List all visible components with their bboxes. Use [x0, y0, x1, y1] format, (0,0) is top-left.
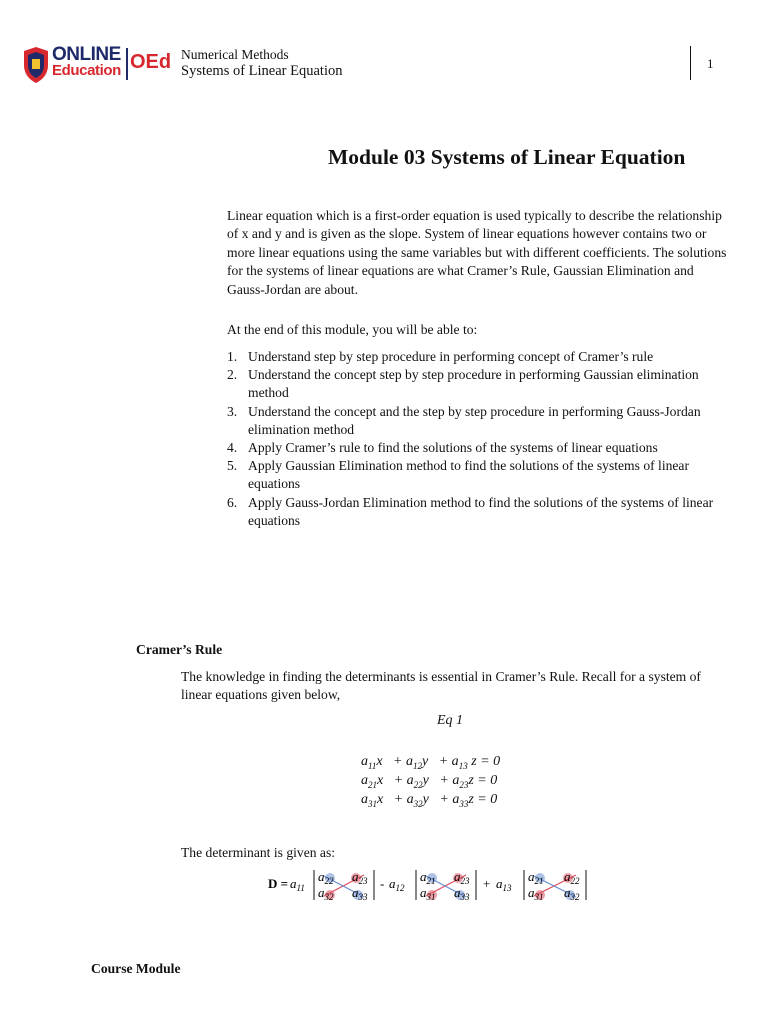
equation-row: $a_{21}x + a_{22}y + a_{23}z = 0$ [361, 773, 498, 790]
logo-education-text: Education [52, 62, 121, 79]
logo-divider [126, 48, 128, 80]
coef-sub: 21 [368, 779, 377, 790]
equation-label: Eq 1 [437, 713, 464, 728]
objective-text: Understand the concept and the step by step procedure in performing Gauss-Jordan elimination method [248, 403, 701, 437]
coef-a12: $a_{12}$ [389, 876, 405, 893]
equation-row: $a_{11}x + a_{12}y + a_{13}$ z = 0 [361, 754, 501, 771]
equation-row: $a_{31}x + a_{32}y + a_{33}z = 0$ [361, 792, 498, 809]
coef-sub: 13 [458, 760, 468, 771]
det-operator: - [380, 876, 385, 891]
coef-a11: $a_{11}$ [290, 876, 305, 893]
logo-online-text: ONLINE [52, 44, 121, 65]
objective-number: 3. [227, 403, 238, 419]
intro-paragraph: Linear equation which is a first-order equation is used typically to describe the relationship of x and y and is given as the slope. System of linear equations however contains two or more linear equations using the same variables but with different coefficients. The solutions for the systems of linear equations are what Cramer’s Rule, Gaussian Elimination and Gauss-Jordan are about. [227, 208, 727, 297]
determinant-lead: The determinant is given as: [181, 845, 336, 860]
coef-sub: 22 [413, 779, 423, 790]
minor-entry: $a_{21}$ [420, 869, 436, 886]
objective-text: Apply Cramer’s rule to find the solutions of the systems of linear equations [248, 440, 658, 456]
coef-sub: 11 [368, 760, 377, 771]
objective-number: 4. [227, 440, 238, 456]
determinant-expansion [268, 866, 598, 902]
objective-item [227, 348, 727, 366]
header-subtitle: Systems of Linear Equation [181, 63, 343, 79]
minor-entry: $a_{33}$ [352, 885, 368, 902]
logo-oed-text: OEd [130, 51, 172, 73]
minor-entry: $a_{23}$ [352, 869, 368, 886]
objective-text: Apply Gaussian Elimination method to find the solutions of the systems of linear equations [248, 458, 689, 492]
objective-item [227, 403, 727, 439]
objective-item [227, 439, 727, 457]
minor-entry: $a_{23}$ [454, 869, 470, 886]
header-course-name: Numerical Methods [181, 47, 289, 62]
page-number: 1 [707, 56, 714, 71]
objective-text: Apply Gauss-Jordan Elimination method to find the solutions of the systems of linear equations [248, 494, 714, 528]
coef-sub: 32 [413, 798, 423, 809]
det-operator: + [483, 876, 491, 891]
objective-item [227, 457, 727, 493]
objective-text: Understand step by step procedure in performing concept of Cramer’s rule [248, 349, 654, 364]
objective-number: 5. [227, 458, 238, 474]
minor-entry: $a_{31}$ [528, 885, 544, 902]
minor-entry: $a_{21}$ [528, 869, 544, 886]
determinant-prefix: D = [268, 876, 289, 891]
minor-entry: $a_{32}$ [564, 885, 580, 902]
minor-entry: $a_{33}$ [454, 885, 470, 902]
objective-number: 6. [227, 494, 238, 510]
header-divider [690, 46, 691, 80]
minor-entry: $a_{32}$ [318, 885, 334, 902]
coef-sub: 12 [413, 760, 423, 771]
coef-sub: 33 [459, 798, 469, 809]
minor-entry: $a_{22}$ [318, 869, 334, 886]
shield-crest-icon [22, 47, 50, 83]
section-paragraph: The knowledge in finding the determinants is essential in Cramer’s Rule. Recall for a system of linear equations given below, [181, 669, 701, 703]
objectives-list [227, 348, 727, 530]
objective-item [227, 366, 727, 402]
online-education-logo [22, 44, 174, 84]
coef-a13: $a_{13}$ [496, 876, 512, 893]
coef-sub: 23 [459, 779, 469, 790]
section-heading: Cramer’s Rule [136, 642, 223, 657]
minor-entry: $a_{31}$ [420, 885, 436, 902]
objective-number: 2. [227, 367, 238, 383]
module-title: Module 03 Systems of Linear Equation [328, 145, 686, 169]
minor-entry: $a_{22}$ [564, 869, 580, 886]
footer-label: Course Module [91, 961, 181, 976]
objective-text: Understand the concept step by step procedure in performing Gaussian elimination method [248, 367, 699, 401]
objective-item [227, 494, 727, 530]
coef-sub: 31 [368, 798, 377, 809]
objective-number: 1. [227, 349, 238, 364]
objectives-lead: At the end of this module, you will be able to: [227, 322, 478, 337]
